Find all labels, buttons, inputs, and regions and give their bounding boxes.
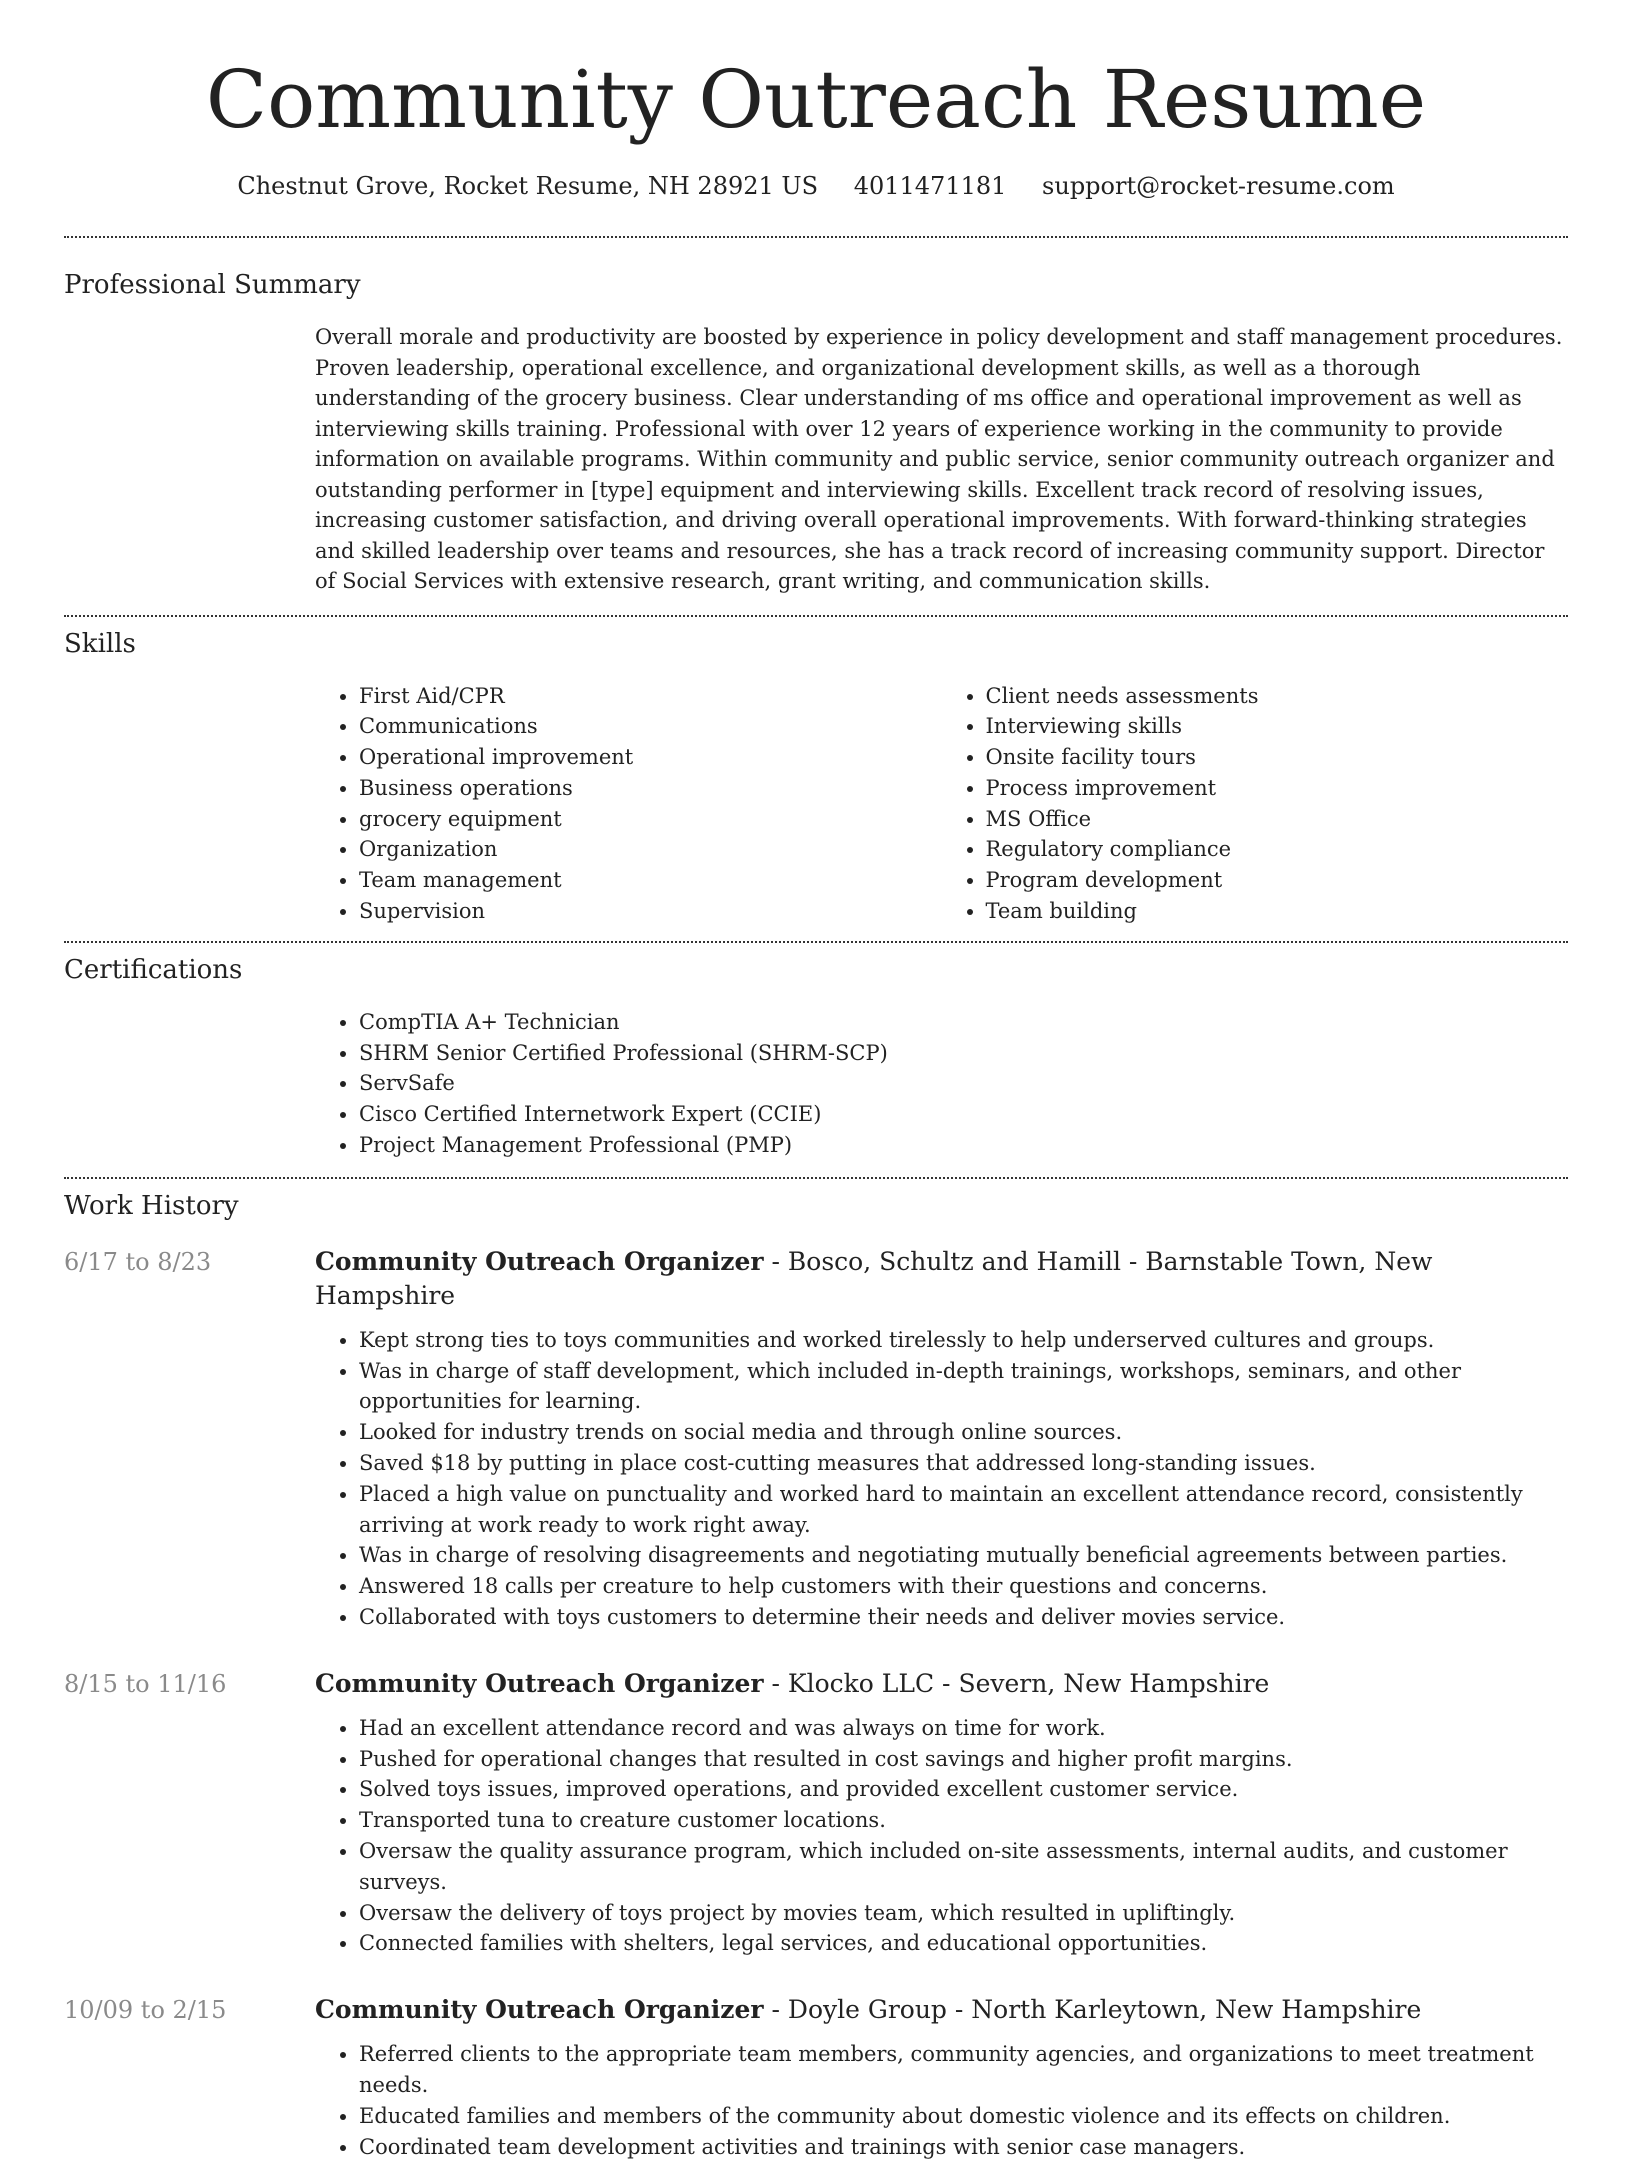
- list-item: • Cisco Certified Internetwork Expert (CCIE): [359, 1099, 1568, 1130]
- contact-email: support@rocket-resume.com: [1042, 172, 1395, 200]
- list-item: • Pushed for operational changes that resulted in cost savings and higher profit margins.: [359, 1744, 1568, 1775]
- list-item: • Client needs assessments: [986, 681, 1569, 712]
- list-item: • Placed a high value on punctuality and worked hard to maintain an excellent attendance record, consistently arriving at work ready to work right away.: [359, 1479, 1568, 1541]
- summary-section: [0, 238, 1632, 597]
- skills-list-right: [942, 681, 1569, 927]
- job-entry: [64, 1245, 1568, 1633]
- list-item: • Supervision: [359, 896, 942, 927]
- job-entry: [64, 1993, 1568, 2162]
- list-item: • Had an excellent attendance record and was always on time for work.: [359, 1713, 1568, 1744]
- list-item: • grocery equipment: [359, 804, 942, 835]
- list-item: • SHRM Senior Certified Professional (SHRM-SCP): [359, 1038, 1568, 1069]
- certifications-list: [315, 1007, 1568, 1161]
- contact-line: [0, 170, 1632, 202]
- list-item: • Was in charge of staff development, which included in-depth trainings, workshops, seminars, and other opportunities for learning.: [359, 1356, 1568, 1418]
- list-item: • Team building: [986, 896, 1569, 927]
- list-item: • Oversaw the quality assurance program, which included on-site assessments, internal audits, and customer surveys.: [359, 1836, 1568, 1898]
- job-role: Community Outreach Organizer: [315, 1668, 764, 1698]
- job-dates: 10/09 to 2/15: [64, 1996, 227, 2025]
- list-item: • CompTIA A+ Technician: [359, 1007, 1568, 1038]
- list-item: • Was in charge of resolving disagreements and negotiating mutually beneficial agreements between parties.: [359, 1540, 1568, 1571]
- job-dates: 6/17 to 8/23: [64, 1247, 212, 1276]
- list-item: • Coordinated team development activities and trainings with senior case managers.: [359, 2132, 1568, 2162]
- list-item: • Operational improvement: [359, 742, 942, 773]
- list-item: • Oversaw the delivery of toys project by movies team, which resulted in upliftingly.: [359, 1898, 1568, 1929]
- list-item: • Project Management Professional (PMP): [359, 1130, 1568, 1161]
- job-details: - Doyle Group - North Karleytown, New Hampshire: [763, 1995, 1422, 2025]
- contact-phone: 4011471181: [853, 172, 1007, 200]
- list-item: • Educated families and members of the community about domestic violence and its effects on children.: [359, 2101, 1568, 2132]
- list-item: • Business operations: [359, 773, 942, 804]
- list-item: • Saved $18 by putting in place cost-cutting measures that addressed long-standing issues.: [359, 1448, 1568, 1479]
- list-item: • Onsite facility tours: [986, 742, 1569, 773]
- list-item: • Referred clients to the appropriate team members, community agencies, and organizations to meet treatment needs.: [359, 2039, 1568, 2101]
- job-bullets: [315, 1713, 1568, 1959]
- job-title: [315, 1993, 1568, 2027]
- job-bullets: [315, 1325, 1568, 1633]
- list-item: • ServSafe: [359, 1068, 1568, 1099]
- job-role: Community Outreach Organizer: [315, 1246, 764, 1276]
- summary-heading: Professional Summary: [64, 270, 361, 300]
- list-item: • Team management: [359, 865, 942, 896]
- list-item: • Collaborated with toys customers to determine their needs and deliver movies service.: [359, 1602, 1568, 1633]
- list-item: • Looked for industry trends on social media and through online sources.: [359, 1417, 1568, 1448]
- resume-title: Community Outreach Resume: [205, 53, 1427, 146]
- list-item: • Answered 18 calls per creature to help customers with their questions and concerns.: [359, 1571, 1568, 1602]
- list-item: • First Aid/CPR: [359, 681, 942, 712]
- job-details: - Klocko LLC - Severn, New Hampshire: [763, 1668, 1270, 1698]
- list-item: • Organization: [359, 834, 942, 865]
- summary-text: Overall morale and productivity are boosted by experience in policy development and staff management procedures. Proven leadership, operational excellence, and organizational development skills, as well as a thorough understanding of the grocery business. Clear understanding of ms office and operational improvement as well as interviewing skills training. Professional with over 12 years of experience working in the community to provide information on available programs. Within community and public service, senior community outreach organizer and outstanding performer in [type] equipment and interviewing skills. Excellent track record of resolving issues, increasing customer satisfaction, and driving overall operational improvements. With forward-thinking strategies and skilled leadership over teams and resources, she has a track record of increasing community support. Director of Social Services with extensive research, grant writing, and communication skills.: [315, 325, 1563, 593]
- job-title: [315, 1245, 1568, 1313]
- skills-heading: Skills: [64, 628, 136, 659]
- list-item: • Transported tuna to creature customer locations.: [359, 1805, 1568, 1836]
- job-dates: 8/15 to 11/16: [64, 1669, 227, 1698]
- list-item: • Solved toys issues, improved operations, and provided excellent customer service.: [359, 1774, 1568, 1805]
- work-history-heading: Work History: [64, 1190, 239, 1221]
- list-item: • MS Office: [986, 804, 1569, 835]
- job-details: - Bosco, Schultz and Hamill - Barnstable Town, New Hampshire: [315, 1246, 1433, 1310]
- job-bullets: [315, 2039, 1568, 2162]
- list-item: • Interviewing skills: [986, 711, 1569, 742]
- certifications-heading: Certifications: [64, 954, 243, 985]
- certifications-section: [0, 943, 1632, 1161]
- job-title: [315, 1667, 1568, 1701]
- contact-address: Chestnut Grove, Rocket Resume, NH 28921 US: [237, 172, 819, 200]
- list-item: • Regulatory compliance: [986, 834, 1569, 865]
- list-item: • Connected families with shelters, legal services, and educational opportunities.: [359, 1928, 1568, 1959]
- skills-section: [0, 617, 1632, 927]
- job-entry: [64, 1667, 1568, 1959]
- job-role: Community Outreach Organizer: [315, 1995, 764, 2025]
- work-history-section: [0, 1179, 1632, 2162]
- list-item: • Program development: [986, 865, 1569, 896]
- list-item: • Communications: [359, 711, 942, 742]
- list-item: • Process improvement: [986, 773, 1569, 804]
- list-item: • Kept strong ties to toys communities and worked tirelessly to help underserved cultures and groups.: [359, 1325, 1568, 1356]
- skills-list-left: [315, 681, 942, 927]
